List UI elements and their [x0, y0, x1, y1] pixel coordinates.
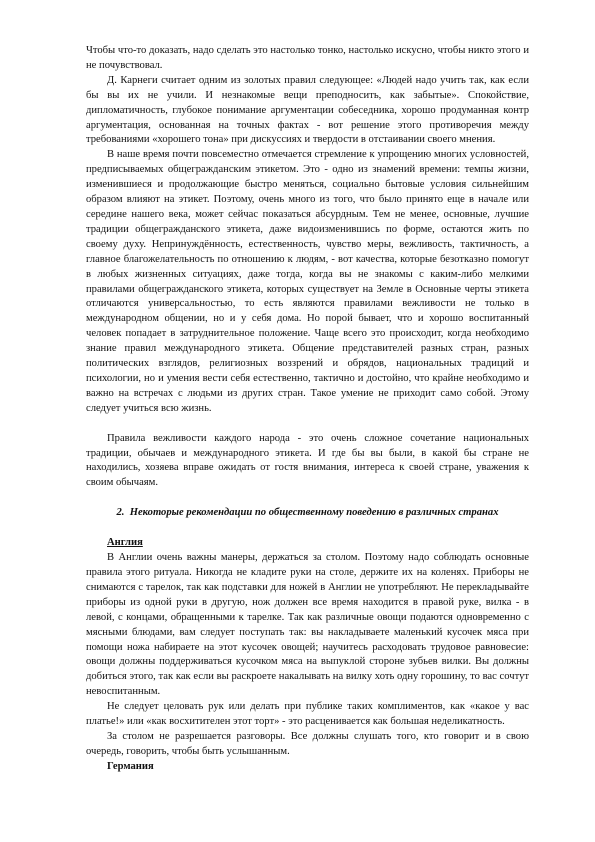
england-paragraph-1: В Англии очень важны манеры, держаться за столом. Поэтому надо соблюдать основные правила этого ритуала. Никогда не кладите руки на столе, держите их на коленях. Приборы не снимаются с тарелок, так как подставки для ножей в Англии не употребляют. Не перекладывайте приборы из одной руки в другую, нож должен все время находится в правой руке, вилка - в левой, с концами, обращенными к тарелке. Так как различные овощи подаются одновременно с мясными блюдами, вам следует поступать так: вы накладываете маленький кусочек мяса при помощи ножа набираете на этот кусочек овощей; научитесь расходовать трудовое равновесие: овощи должны поддерживаться кусочком мяса на выпуклой стороне зубьев вилки. Вы должны добиться этого, так как если вы раскроете накалывать на вилку хоть одну горошину, то вас сочтут невоспитанным. [86, 552, 529, 698]
england-paragraph-3: За столом не разрешается разговоры. Все должны слушать того, кто говорит и в свою очередь, говорить, чтобы быть услышанным. [86, 730, 529, 757]
spacer [86, 417, 529, 432]
england-heading: Англия [107, 537, 143, 549]
intro-paragraph-1: Чтобы что-то доказать, надо сделать это настолько тонко, настолько искусно, чтобы никто этого и не почувствовал. [86, 45, 529, 71]
intro-paragraph-3: В наше время почти повсеместно отмечается стремление к упрощению многих условностей, предписываемых общегражданским этикетом. Это - одно из знамений времени: темпы жизни, изменившиеся и продолжающие быстро меняться, социально бытовые условия сильнейшим образом влияют на этикет. Поэтому, очень много из того, что было принято еще в начале или середине нашего века, может сейчас показаться абсурдным. Тем не менее, основные, лучшие традиции общегражданского этикета, даже видоизменившись по форме, остаются жить по своему духу. Непринуждённость, естественность, чувство меры, вежливость, тактичность, а главное благожелательность по отношению к людям, - вот качества, которые безотказно помогут в любых жизненных ситуациях, даже тогда, когда вы не знакомы с каким-либо мелкими правилами общегражданского этикета, которых существует на Земле в Основные черты этикета отличаются универсальностью, то есть являются правилами вежливости не только в международном общении, но и у себя дома. Но порой бывает, что и хорошо воспитанный человек попадает в затруднительное положение. Чаще всего это происходит, когда необходимо знание правил международного этикета. Общение представителей разных стран, разных политических взглядов, религиозных воззрений и обрядов, национальных традиций и психологии, но и умения вести себя естественно, тактично и достойно, что крайне необходимо и важно на встречах с людьми из других стран. Такое умение не приходит само собой. Этому следует учиться всю жизнь. [86, 149, 529, 414]
intro-paragraph-2: Д. Карнеги считает одним из золотых правил следующее: «Людей надо учить так, как если бы вы их не учили. И незнакомые вещи преподносить, как забытые». Спокойствие, дипломатичность, глубокое понимание аргументации собеседника, хорошо продуманная контр аргументация, основанная на точных фактах - вот решение этого противоречия между требованиями «хорошего тона» при дискуссиях и твердости в отстаивании своего мнения. [86, 74, 529, 146]
england-paragraph-2: Не следует целовать рук или делать при публике таких комплиментов, как «какое у вас платье!» или «как восхитителен этот торт» - это расценивается как большая неделикатность. [86, 701, 529, 728]
spacer [86, 491, 529, 506]
section-title-text: Некоторые рекомендации по общественному поведению в различных странах [129, 507, 499, 519]
rules-paragraph: Правила вежливости каждого народа - это очень сложное сочетание национальных традиции, обычаев и международного этикета. И где бы вы были, в какой бы стране не находились, хозяева вправе ожидать от гостя внимания, интереса к своей стране, уважения к своим обычаям. [86, 432, 529, 489]
germany-heading: Германия [107, 760, 154, 772]
spacer [86, 521, 529, 536]
section-number: 2. [116, 507, 125, 519]
section-heading [86, 506, 529, 521]
